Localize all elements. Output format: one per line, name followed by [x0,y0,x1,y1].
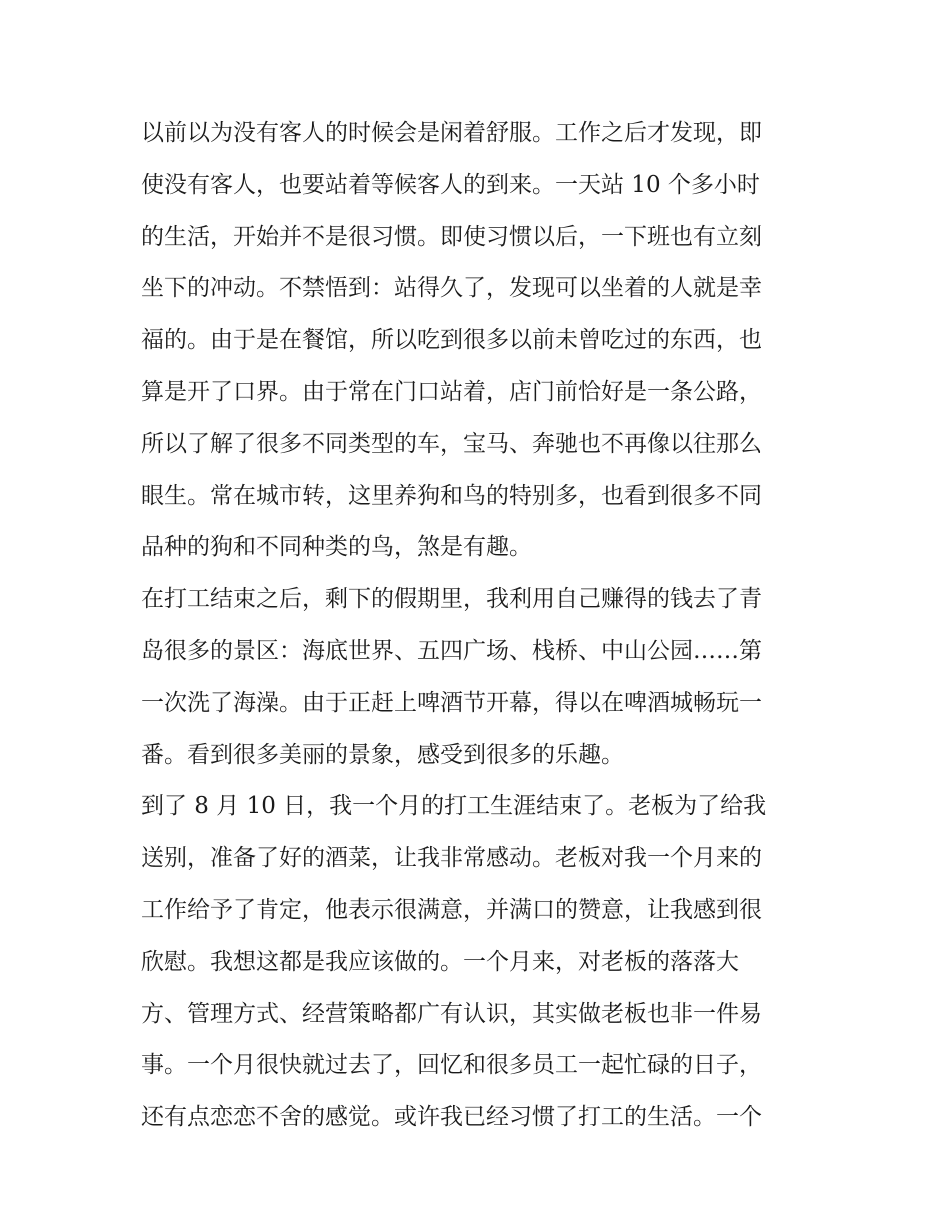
text-line: 送别，准备了好的酒菜，让我非常感动。老板对我一个月来的 [141,845,762,872]
text-line: 品种的狗和不同种类的鸟，煞是有趣。 [141,534,532,561]
text-line: 岛很多的景区：海底世界、五四广场、栈桥、中山公园……第 [141,637,762,664]
text-line: 欣慰。我想这都是我应该做的。一个月来，对老板的落落大 [141,948,739,975]
text-line: 在打工结束之后，剩下的假期里，我利用自己赚得的钱去了青 [141,586,762,613]
text-line: 方、管理方式、经营策略都广有认识，其实做老板也非一件易 [141,1000,762,1027]
text-line: 福的。由于是在餐馆，所以吃到很多以前未曾吃过的东西，也 [141,327,762,354]
text-line: 还有点恋恋不舍的感觉。或许我已经习惯了打工的生活。一个 [141,1104,762,1131]
body-text [141,108,813,1144]
text-line: 眼生。常在城市转，这里养狗和鸟的特别多，也看到很多不同 [141,482,762,509]
text-line: 算是开了口界。由于常在门口站着，店门前恰好是一条公路， [141,378,762,405]
text-line: 到了 8 月 10 日，我一个月的打工生涯结束了。老板为了给我 [141,793,767,820]
text-line: 事。一个月很快就过去了，回忆和很多员工一起忙碌的日子， [141,1052,762,1079]
text-line: 工作给予了肯定，他表示很满意，并满口的赞意，让我感到很 [141,896,762,923]
text-line: 所以了解了很多不同类型的车，宝马、奔驰也不再像以往那么 [141,430,762,457]
text-line: 的生活，开始并不是很习惯。即使习惯以后，一下班也有立刻 [141,223,762,250]
text-line: 坐下的冲动。不禁悟到：站得久了，发现可以坐着的人就是幸 [141,275,762,302]
text-line: 番。看到很多美丽的景象，感受到很多的乐趣。 [141,741,624,768]
text-line: 一次洗了海澡。由于正赶上啤酒节开幕，得以在啤酒城畅玩一 [141,689,762,716]
text-line: 使没有客人，也要站着等候客人的到来。一天站 10 个多小时 [141,171,760,198]
text-line: 以前以为没有客人的时候会是闲着舒服。工作之后才发现，即 [141,120,762,146]
